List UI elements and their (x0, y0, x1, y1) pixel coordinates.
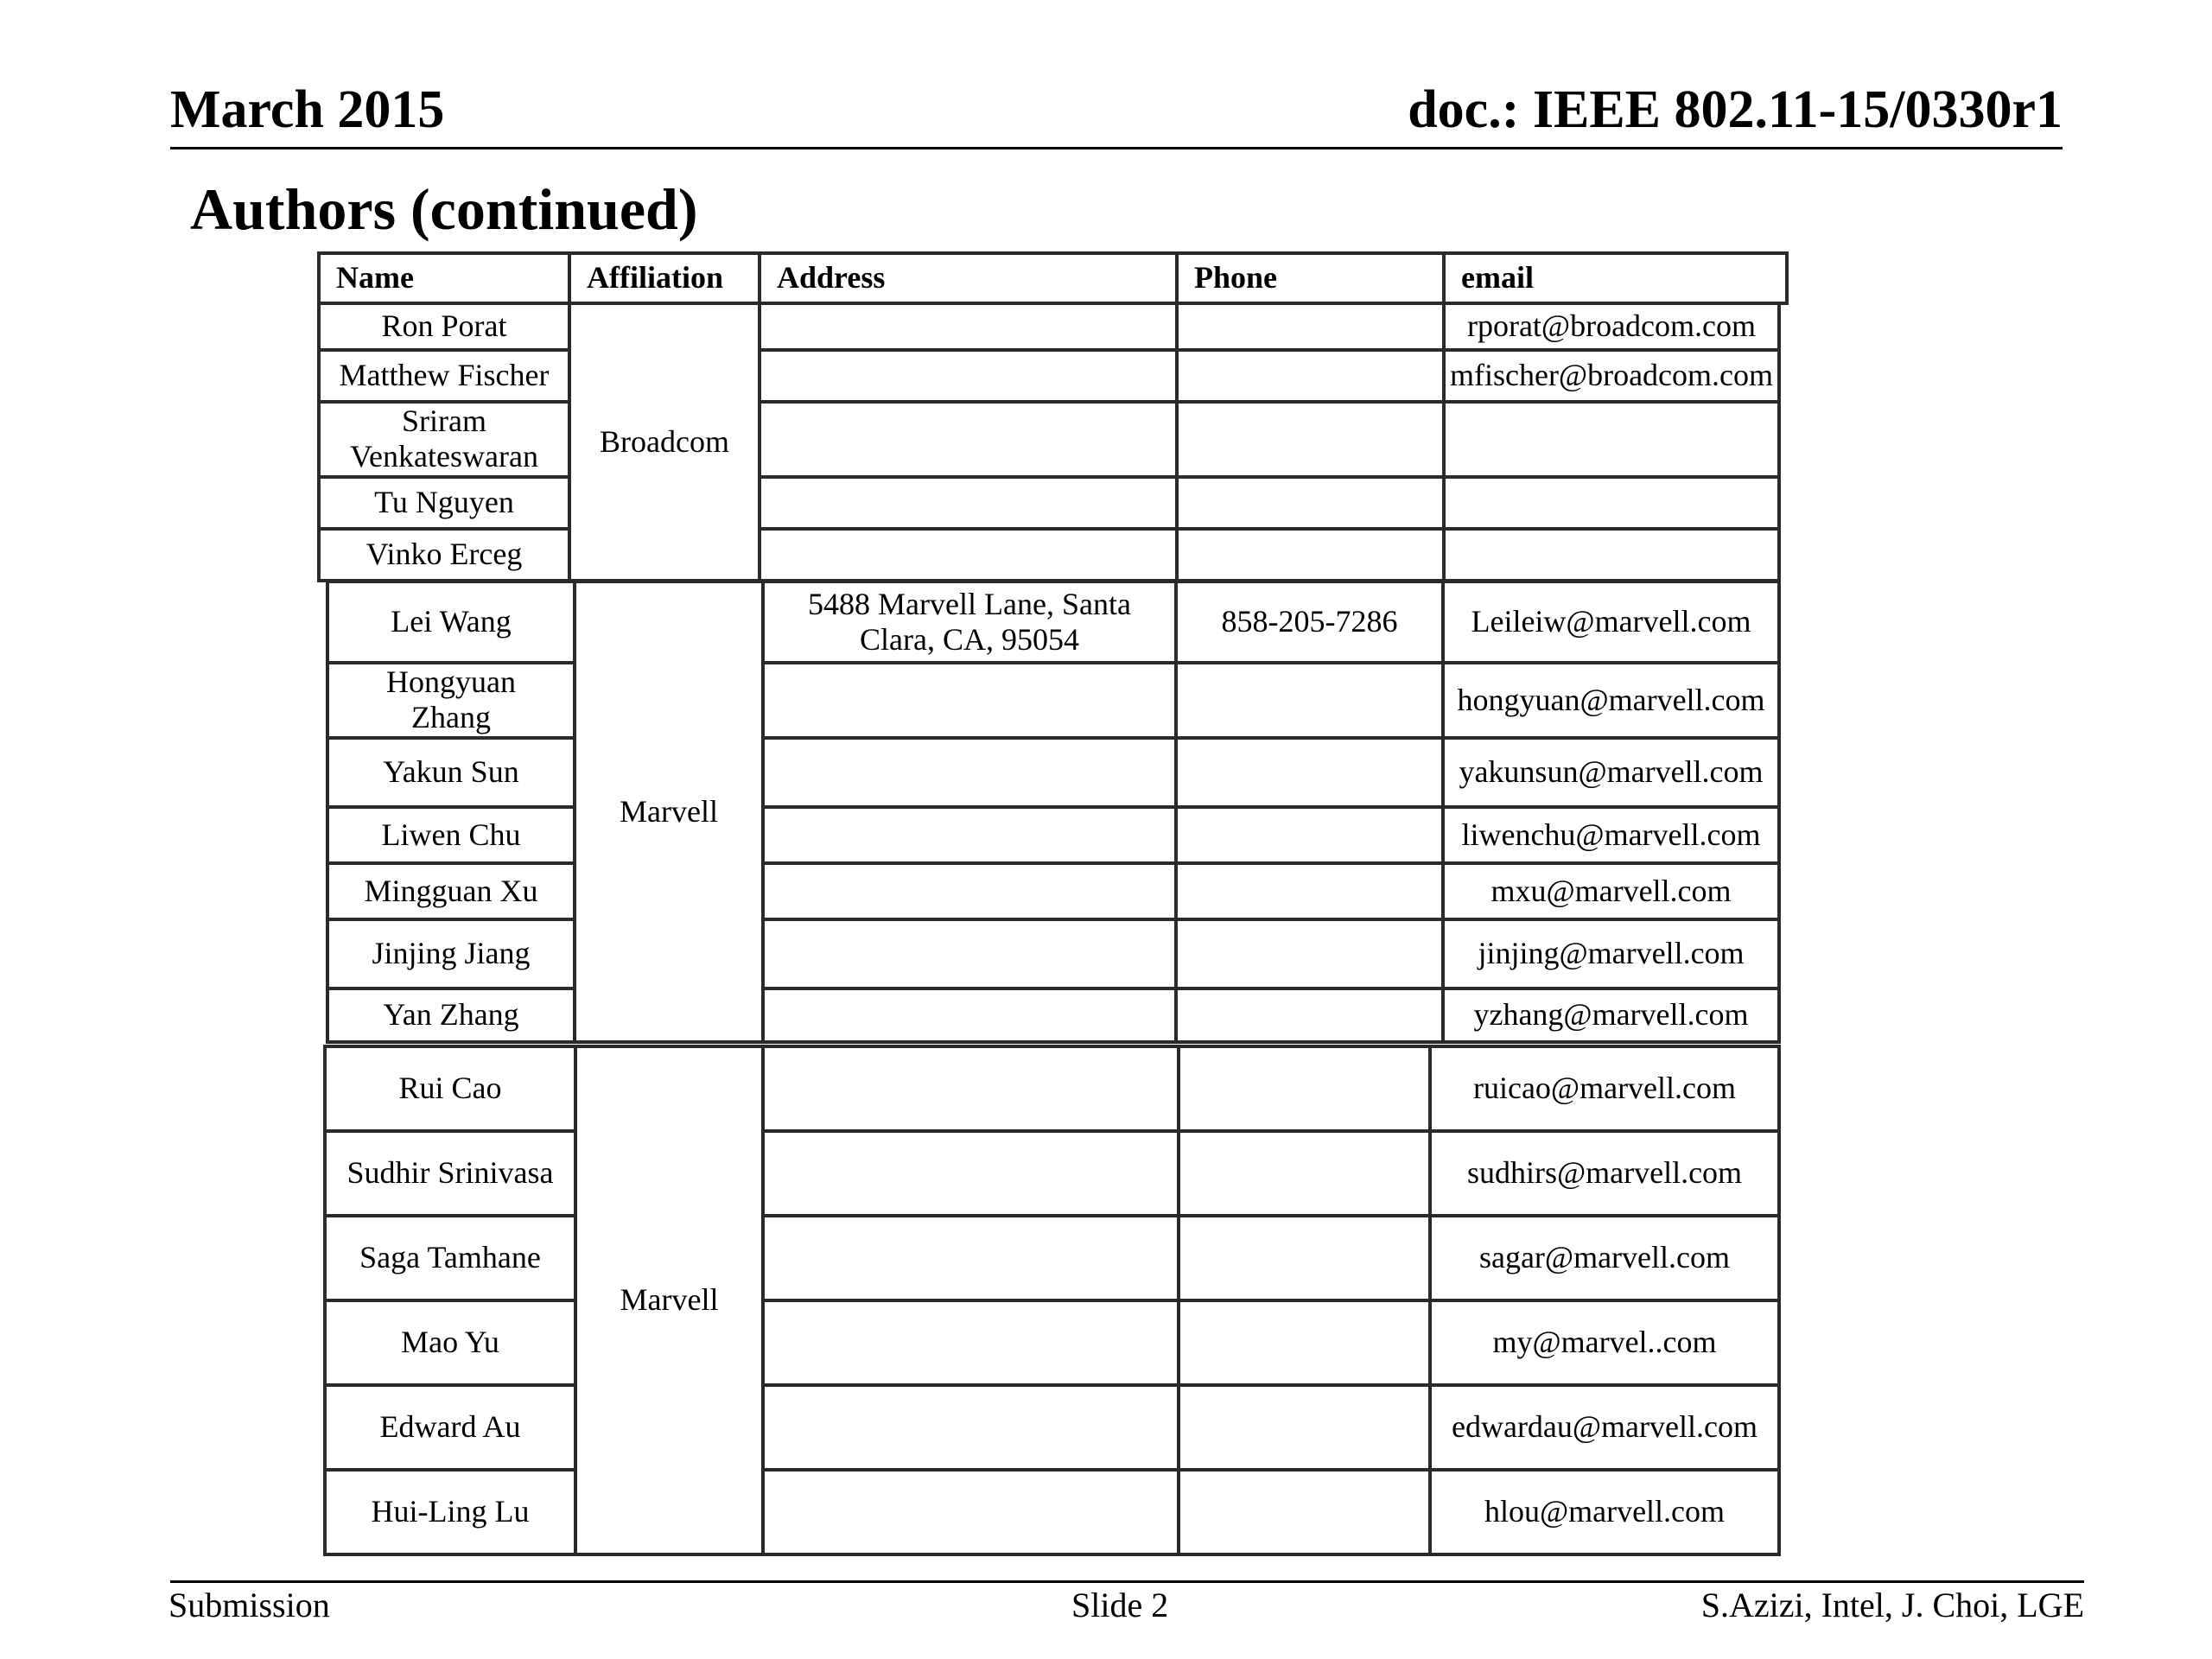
table-row (327, 663, 1779, 738)
author-email: mfischer@broadcom.com (1444, 350, 1779, 402)
authors-table-header (317, 251, 1789, 305)
author-email: edwardau@marvell.com (1430, 1385, 1779, 1470)
author-name: Rui Cao (325, 1046, 575, 1131)
author-email: hongyuan@marvell.com (1443, 663, 1779, 738)
author-phone (1176, 807, 1443, 863)
author-name: Edward Au (325, 1385, 575, 1470)
table-row (319, 303, 1779, 350)
table-row (327, 988, 1779, 1042)
authors-block-broadcom (317, 302, 1781, 582)
col-header-phone: Phone (1177, 253, 1444, 303)
table-row (325, 1385, 1779, 1470)
author-address (763, 1470, 1179, 1554)
author-phone (1179, 1300, 1430, 1385)
header-doc-id: doc.: IEEE 802.11-15/0330r1 (1408, 80, 2063, 139)
author-name: Sudhir Srinivasa (325, 1131, 575, 1216)
table-row (319, 402, 1779, 477)
author-address (763, 919, 1176, 988)
author-phone (1177, 350, 1444, 402)
author-email (1444, 477, 1779, 529)
author-address (760, 529, 1177, 581)
author-address (760, 303, 1177, 350)
author-email: hlou@marvell.com (1430, 1470, 1779, 1554)
author-address (760, 350, 1177, 402)
author-phone (1176, 663, 1443, 738)
author-phone (1179, 1385, 1430, 1470)
author-email: ruicao@marvell.com (1430, 1046, 1779, 1131)
author-name: Vinko Erceg (319, 529, 569, 581)
author-name: Jinjing Jiang (327, 919, 575, 988)
slide-title: Authors (continued) (190, 176, 698, 242)
author-phone (1176, 738, 1443, 807)
author-phone (1177, 477, 1444, 529)
authors-block-marvell-1 (326, 580, 1781, 1044)
author-name: Liwen Chu (327, 807, 575, 863)
author-name: Sriram Venkateswaran (319, 402, 569, 477)
author-affiliation: Broadcom (569, 303, 760, 581)
author-address (763, 663, 1176, 738)
author-address (763, 1046, 1179, 1131)
author-name: Yakun Sun (327, 738, 575, 807)
table-row (319, 529, 1779, 581)
author-address (760, 402, 1177, 477)
table-row (327, 738, 1779, 807)
authors-block-marvell-2 (323, 1045, 1781, 1556)
author-email: jinjing@marvell.com (1443, 919, 1779, 988)
author-email: Leileiw@marvell.com (1443, 582, 1779, 663)
author-phone (1179, 1216, 1430, 1300)
author-name: Ron Porat (319, 303, 569, 350)
author-email: yzhang@marvell.com (1443, 988, 1779, 1042)
author-email: my@marvel..com (1430, 1300, 1779, 1385)
author-address (760, 477, 1177, 529)
col-header-email: email (1444, 253, 1787, 303)
author-email: sudhirs@marvell.com (1430, 1131, 1779, 1216)
table-row (327, 863, 1779, 919)
author-email: liwenchu@marvell.com (1443, 807, 1779, 863)
footer-slide-number: Slide 2 (1071, 1586, 1169, 1624)
author-address (763, 988, 1176, 1042)
author-email: sagar@marvell.com (1430, 1216, 1779, 1300)
footer-submission: Submission (168, 1586, 330, 1624)
table-row (327, 582, 1779, 663)
author-address (763, 1385, 1179, 1470)
col-header-name: Name (319, 253, 569, 303)
author-name: Matthew Fischer (319, 350, 569, 402)
author-phone (1177, 402, 1444, 477)
author-name: Tu Nguyen (319, 477, 569, 529)
header-divider (170, 147, 2063, 149)
footer-authors: S.Azizi, Intel, J. Choi, LGE (1700, 1586, 2084, 1624)
author-address (763, 1300, 1179, 1385)
author-name: Mingguan Xu (327, 863, 575, 919)
author-name: Hui-Ling Lu (325, 1470, 575, 1554)
table-row (325, 1046, 1779, 1131)
author-name: Lei Wang (327, 582, 575, 663)
author-address (763, 807, 1176, 863)
author-email (1444, 529, 1779, 581)
author-affiliation: Marvell (575, 1046, 763, 1554)
author-phone: 858-205-7286 (1176, 582, 1443, 663)
table-row (325, 1470, 1779, 1554)
author-name: Saga Tamhane (325, 1216, 575, 1300)
col-header-address: Address (760, 253, 1177, 303)
table-row (327, 919, 1779, 988)
author-name: Hongyuan Zhang (327, 663, 575, 738)
author-email: rporat@broadcom.com (1444, 303, 1779, 350)
author-name: Yan Zhang (327, 988, 575, 1042)
table-row (325, 1216, 1779, 1300)
table-row (325, 1300, 1779, 1385)
author-address (763, 738, 1176, 807)
author-phone (1176, 919, 1443, 988)
author-phone (1179, 1470, 1430, 1554)
author-address (763, 1131, 1179, 1216)
table-row (325, 1131, 1779, 1216)
author-affiliation: Marvell (575, 582, 763, 1042)
table-row (319, 350, 1779, 402)
author-phone (1177, 529, 1444, 581)
author-address (763, 1216, 1179, 1300)
header-date: March 2015 (170, 80, 445, 139)
footer-divider (170, 1580, 2084, 1583)
table-row (319, 477, 1779, 529)
author-phone (1176, 863, 1443, 919)
author-phone (1177, 303, 1444, 350)
author-address: 5488 Marvell Lane, Santa Clara, CA, 95054 (763, 582, 1176, 663)
author-phone (1176, 988, 1443, 1042)
author-address (763, 863, 1176, 919)
author-email: yakunsun@marvell.com (1443, 738, 1779, 807)
col-header-affiliation: Affiliation (569, 253, 760, 303)
author-phone (1179, 1046, 1430, 1131)
author-email: mxu@marvell.com (1443, 863, 1779, 919)
author-phone (1179, 1131, 1430, 1216)
author-name: Mao Yu (325, 1300, 575, 1385)
table-row (327, 807, 1779, 863)
author-email (1444, 402, 1779, 477)
